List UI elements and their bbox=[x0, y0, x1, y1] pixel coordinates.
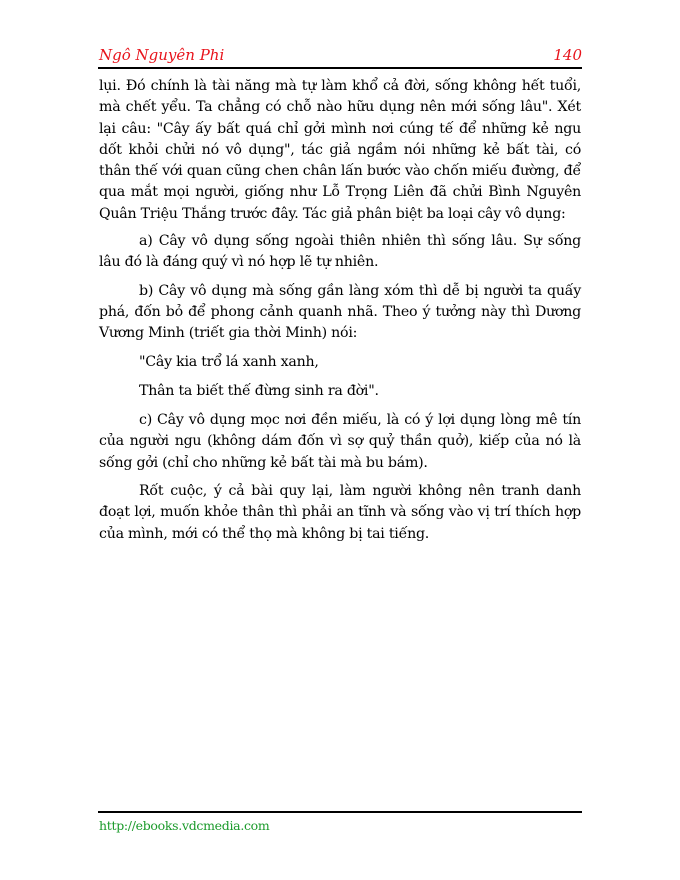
header-divider bbox=[98, 67, 582, 69]
running-header bbox=[99, 44, 582, 66]
footer-url-link[interactable]: http://ebooks.vdcmedia.com bbox=[99, 818, 270, 833]
body-text bbox=[99, 76, 581, 552]
verse-line-2: Thân ta biết thế đừng sinh ra đời". bbox=[139, 382, 379, 399]
paragraph-item-a: a) Cây vô dụng sống ngoài thiên nhiên thì sống lâu. Sự sống lâu đó là đáng quý vì nó hợp lẽ tự nhiên. bbox=[99, 233, 581, 271]
header-author: Ngô Nguyên Phi bbox=[99, 46, 225, 64]
paragraph-conclusion: Rốt cuộc, ý cả bài quy lại, làm người không nên tranh danh đoạt lợi, muốn khỏe thân thì phải an tĩnh và sống vào vị trí thích hợp của mình, mới có thể thọ mà không bị tai tiếng. bbox=[99, 483, 581, 542]
verse-line-1: "Cây kia trổ lá xanh xanh, bbox=[139, 353, 319, 370]
paragraph-continuation: lụi. Đó chính là tài năng mà tự làm khổ cả đời, sống không hết tuổi, mà chết yểu. Ta chẳng có chỗ nào hữu dụng nên mới sống lâu". Xét lại câu: "Cây ấy bất quá chỉ gởi mình nơi cúng tế để những kẻ ngu dốt khỏi chửi nó vô dụng", tác giả ngầm nói những kẻ bất tài, có thân thế với quan cũng chen chân lấn bước vào chốn miếu đường, để qua mắt mọi người, giống như Lỗ Trọng Liên đã chửi Bình Nguyên Quân Triệu Thắng trước đây. Tác giả phân biệt ba loại cây vô dụng: bbox=[99, 78, 581, 222]
page-number: 140 bbox=[553, 46, 582, 64]
paragraph-item-c: c) Cây vô dụng mọc nơi đền miếu, là có ý lợi dụng lòng mê tín của người ngu (không dám đốn vì sợ quỷ thần quở), kiếp của nó là sống gởi (chỉ cho những kẻ bất tài mà bu bám). bbox=[99, 412, 581, 471]
footer-divider bbox=[98, 811, 582, 813]
paragraph-item-b: b) Cây vô dụng mà sống gần làng xóm thì dễ bị người ta quấy phá, đốn bỏ để phong cảnh quanh nhã. Theo ý tưởng này thì Dương Vương Minh (triết gia thời Minh) nói: bbox=[99, 282, 581, 342]
